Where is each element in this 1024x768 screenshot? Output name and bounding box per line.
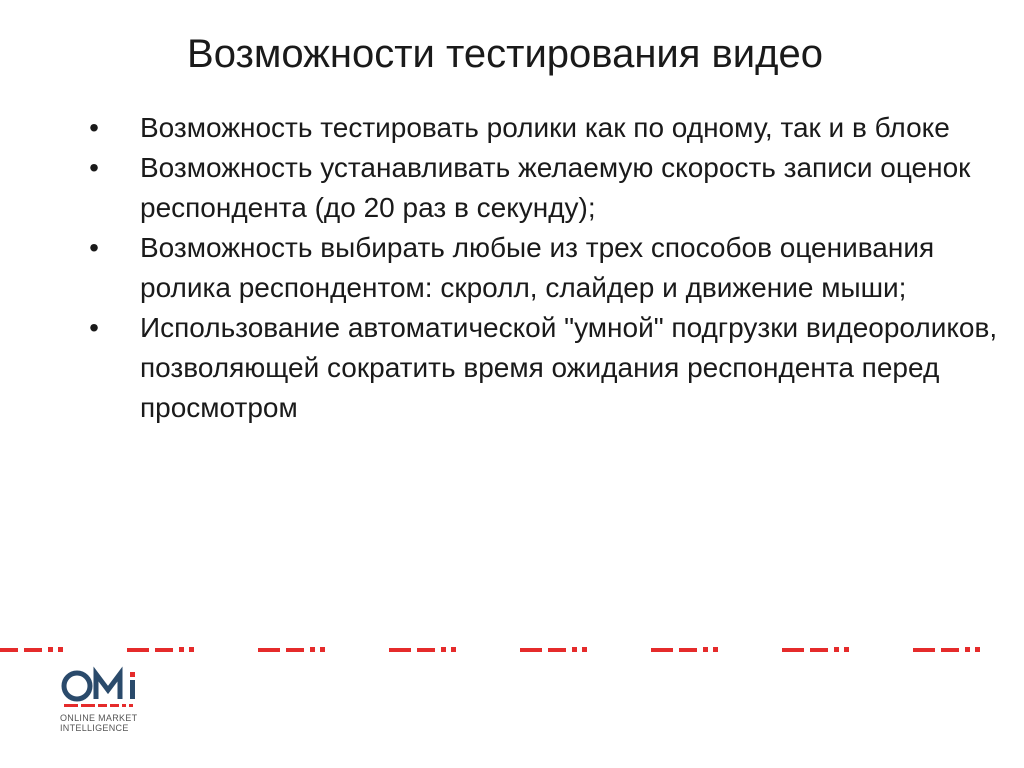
bullet-marker: • <box>89 312 99 343</box>
dash-segment <box>679 648 697 652</box>
bullet-marker: • <box>89 112 99 143</box>
dash-segment <box>389 648 411 652</box>
dash-segment <box>965 647 970 652</box>
decorative-dash-divider <box>0 638 1024 658</box>
bullet-text: Возможность тестировать ролики как по одному, так и в блоке <box>140 112 950 143</box>
dash-segment <box>844 647 849 652</box>
dash-segment <box>189 647 194 652</box>
dash-segment <box>572 647 577 652</box>
dash-segment <box>320 647 325 652</box>
dash-segment <box>703 647 708 652</box>
bullet-item <box>84 108 1004 148</box>
dash-segment <box>286 648 304 652</box>
slide-title: Возможности тестирования видео <box>187 32 823 76</box>
dash-segment <box>258 648 280 652</box>
dash-segment <box>441 647 446 652</box>
dash-segment <box>24 648 42 652</box>
dash-segment <box>520 648 542 652</box>
bullet-text: Использование автоматической "умной" подгрузки видеороликов, позволяющей сократить время ожидания респондента перед просмотром <box>140 312 998 423</box>
dash-segment <box>310 647 315 652</box>
dash-segment <box>179 647 184 652</box>
bullet-item <box>84 148 1004 228</box>
bullet-marker: • <box>89 152 99 183</box>
omi-logo-mark <box>60 666 152 710</box>
dash-segment <box>713 647 718 652</box>
bullet-list <box>84 108 1004 428</box>
dash-segment <box>127 648 149 652</box>
dash-pattern <box>0 638 1024 658</box>
dash-segment <box>782 648 804 652</box>
dash-segment <box>58 647 63 652</box>
bullet-text: Возможность устанавливать желаемую скорость записи оценок респондента (до 20 раз в секунду); <box>140 152 971 223</box>
dash-segment <box>582 647 587 652</box>
dash-segment <box>417 648 435 652</box>
dash-segment <box>451 647 456 652</box>
dash-segment <box>48 647 53 652</box>
dash-segment <box>810 648 828 652</box>
dash-segment <box>651 648 673 652</box>
logo-tagline-line1: ONLINE MARKET <box>60 713 138 723</box>
bullet-item <box>84 308 1004 428</box>
dash-segment <box>975 647 980 652</box>
logo-tagline-line2: INTELLIGENCE <box>60 723 129 733</box>
dash-segment <box>834 647 839 652</box>
dash-segment <box>548 648 566 652</box>
bullet-marker: • <box>89 232 99 263</box>
bullet-text: Возможность выбирать любые из трех способов оценивания ролика респондентом: скролл, слайдер и движение мыши; <box>140 232 935 303</box>
dash-segment <box>0 648 18 652</box>
omi-logo <box>60 666 180 733</box>
dash-segment <box>155 648 173 652</box>
bullet-item <box>84 228 1004 308</box>
dash-segment <box>941 648 959 652</box>
dash-segment <box>913 648 935 652</box>
